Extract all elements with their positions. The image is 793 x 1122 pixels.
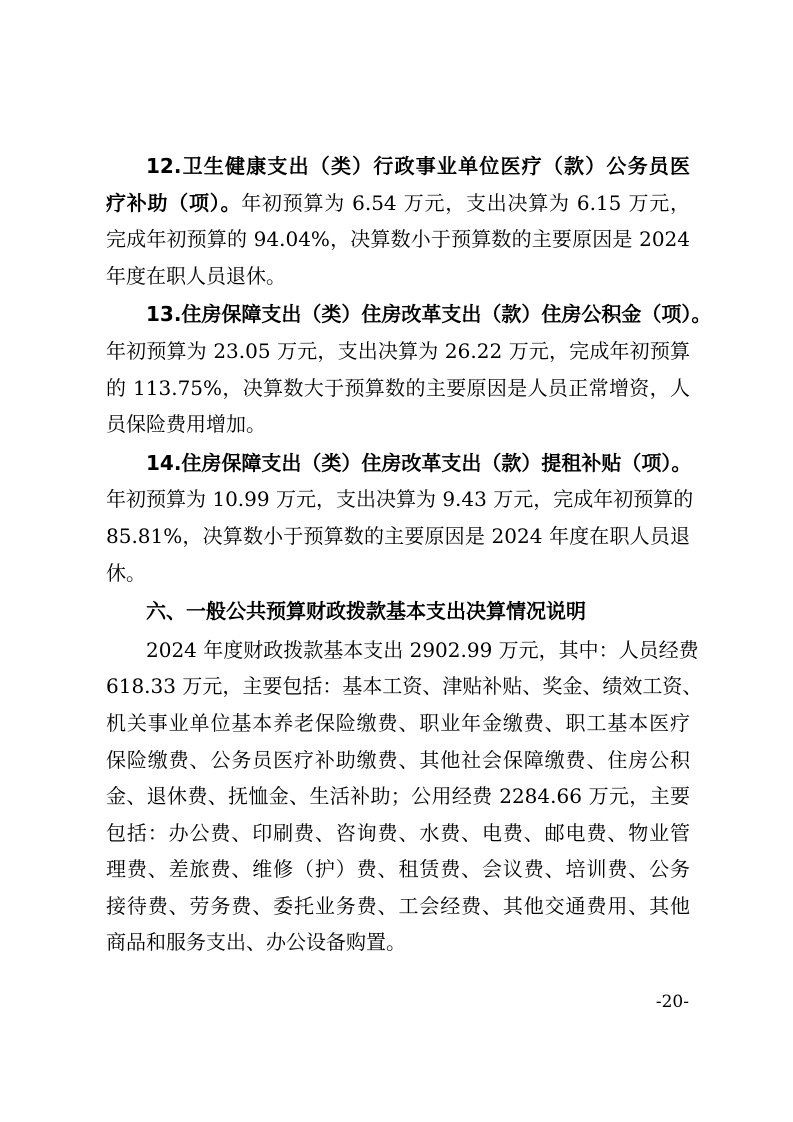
- item-text: 618.33 万元，主要包括：基本工资、津贴补贴、奖金、绩效工资、: [106, 674, 703, 699]
- item-heading: 12.卫生健康支出（类）行政事业单位医疗（款）公务员医: [146, 154, 690, 178]
- paragraph-line: [106, 632, 699, 669]
- paragraph-line: [106, 258, 690, 295]
- item-text: 包括：办公费、印刷费、咨询费、水费、电费、邮电费、物业管: [106, 820, 690, 845]
- paragraph-line: [106, 924, 690, 961]
- item-text: 员保险费用增加。: [106, 412, 266, 437]
- item-text: 休。: [106, 560, 146, 585]
- paragraph-line: [106, 333, 690, 370]
- paragraph-line: [106, 185, 690, 222]
- paragraph-item-14: [106, 445, 694, 591]
- paragraph-line: [106, 406, 690, 443]
- item-text: 的 113.75%，决算数大于预算数的主要原因是人员正常增资，人: [106, 375, 690, 400]
- paragraph-line: [106, 481, 694, 518]
- paragraph-item-12: [106, 148, 690, 294]
- paragraph-line: [106, 221, 690, 258]
- paragraph-line: [106, 705, 690, 742]
- paragraph-line: [106, 593, 690, 630]
- paragraph-line: [106, 668, 703, 705]
- paragraph-line: [106, 445, 690, 482]
- item-heading: 14.住房保障支出（类）住房改革支出（款）提租补贴（项）。: [146, 450, 692, 475]
- item-text: 商品和服务支出、办公设备购置。: [106, 930, 406, 955]
- paragraph-line: [106, 148, 690, 185]
- item-text: 85.81%，决算数小于预算数的主要原因是 2024 年度在职人员退: [106, 523, 690, 548]
- paragraph-line: [106, 555, 690, 592]
- paragraph-line: [106, 815, 690, 852]
- section-title: 六、一般公共预算财政拨款基本支出决算情况说明: [146, 599, 586, 624]
- item-text: 2024 年度财政拨款基本支出 2902.99 万元，其中：人员经费: [146, 637, 699, 662]
- item-text: 接待费、劳务费、委托业务费、工会经费、其他交通费用、其他: [106, 893, 690, 918]
- paragraph-line: [106, 742, 690, 779]
- item-text: 年初预算为 6.54 万元，支出决算为 6.15 万元，: [241, 190, 690, 215]
- item-text: 金、退休费、抚恤金、生活补助；公用经费 2284.66 万元，主要: [106, 784, 690, 809]
- paragraph-line: [106, 851, 690, 888]
- page-number: -20-: [655, 992, 689, 1012]
- body-text: [106, 148, 712, 963]
- paragraph-line: [106, 296, 712, 333]
- item-text: 理费、差旅费、维修（护）费、租赁费、会议费、培训费、公务: [106, 857, 690, 882]
- item-text: 年度在职人员退休。: [106, 263, 286, 288]
- item-text: 完成年初预算的 94.04%，决算数小于预算数的主要原因是 2024: [106, 227, 690, 252]
- item-text: 年初预算为 23.05 万元，支出决算为 26.22 万元，完成年初预算: [106, 338, 690, 363]
- paragraph-line: [106, 518, 690, 555]
- item-heading: 疗补助（项）。: [106, 190, 242, 215]
- item-text: 机关事业单位基本养老保险缴费、职业年金缴费、职工基本医疗: [106, 710, 690, 735]
- item-heading: 13.住房保障支出（类）住房改革支出（款）住房公积金（项）。: [146, 302, 712, 327]
- item-text: 保险缴费、公务员医疗补助缴费、其他社会保障缴费、住房公积: [106, 747, 690, 772]
- paragraph-line: [106, 370, 690, 407]
- paragraph-line: [106, 888, 690, 925]
- paragraph-line: [106, 778, 690, 815]
- paragraph-item-13: [106, 296, 712, 442]
- item-text: 年初预算为 10.99 万元，支出决算为 9.43 万元，完成年初预算的: [106, 487, 694, 512]
- paragraph-basic-expenditure: [106, 632, 703, 961]
- section-heading: [106, 593, 690, 630]
